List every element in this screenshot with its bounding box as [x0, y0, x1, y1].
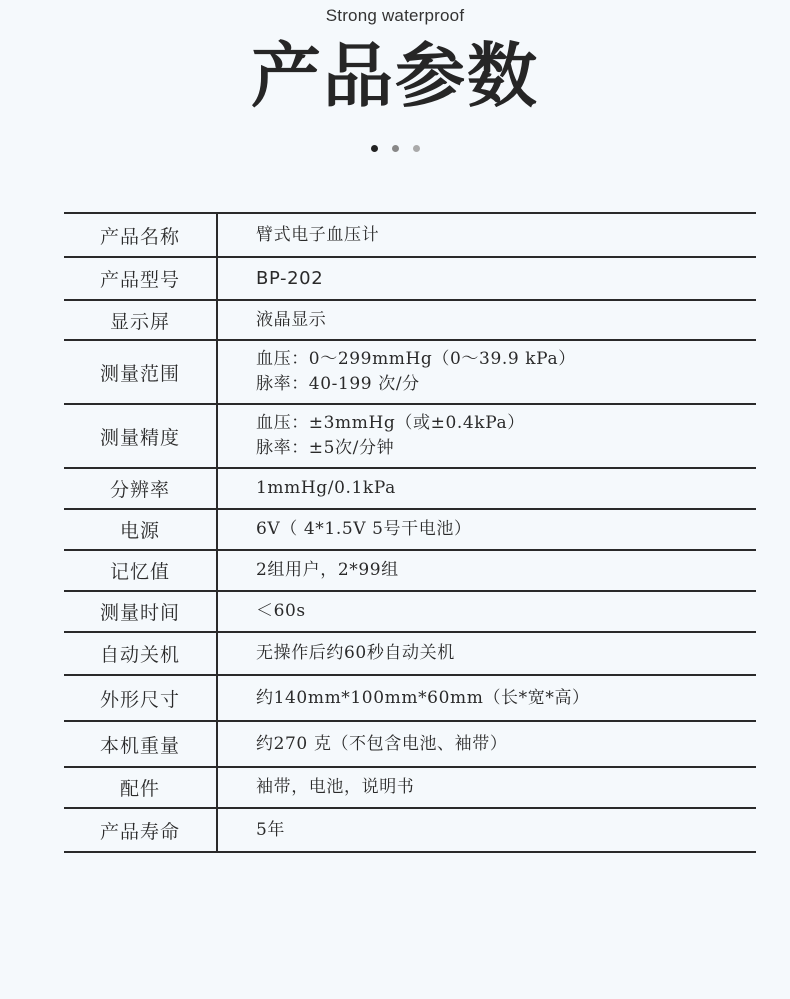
spec-label: 本机重量	[64, 722, 218, 766]
spec-value	[218, 258, 756, 299]
dot-indicator-3	[413, 145, 420, 152]
spec-label: 自动关机	[64, 633, 218, 674]
spec-row-display	[64, 301, 756, 341]
spec-row-resolution	[64, 469, 756, 510]
spec-label: 测量精度	[64, 405, 218, 467]
spec-label: 产品名称	[64, 214, 218, 256]
spec-value-line: ＜60s	[256, 601, 306, 621]
spec-value-line: 无操作后约60秒自动关机	[256, 643, 455, 663]
spec-value-line: 2组用户，2*99组	[256, 560, 399, 580]
spec-table	[64, 212, 756, 853]
spec-label: 电源	[64, 510, 218, 549]
spec-value-line: 5年	[256, 819, 286, 840]
spec-value-line: 6V（ 4*1.5V 5号干电池）	[256, 519, 472, 539]
spec-value	[218, 768, 756, 807]
spec-row-model	[64, 258, 756, 301]
spec-row-weight	[64, 722, 756, 768]
spec-label: 测量时间	[64, 592, 218, 631]
spec-row-memory	[64, 551, 756, 592]
spec-value-line: 液晶显示	[256, 309, 327, 330]
spec-label: 产品寿命	[64, 809, 218, 851]
spec-label: 测量范围	[64, 341, 218, 403]
dot-indicator-2	[392, 145, 399, 152]
spec-value	[218, 341, 756, 403]
spec-value	[218, 301, 756, 339]
spec-value-line: 脉率：±5次/分钟	[256, 438, 395, 458]
spec-label: 记忆值	[64, 551, 218, 590]
spec-value-line: 袖带，电池，说明书	[256, 777, 415, 797]
spec-value	[218, 469, 756, 508]
spec-label: 产品型号	[64, 258, 218, 299]
spec-value	[218, 592, 756, 631]
spec-value-line: 臂式电子血压计	[256, 224, 380, 245]
pagination-dots	[0, 145, 790, 152]
spec-label: 配件	[64, 768, 218, 807]
spec-row-name	[64, 214, 756, 258]
spec-row-lifespan	[64, 809, 756, 853]
spec-value-line: 血压：±3mmHg（或±0.4kPa）	[256, 413, 525, 433]
spec-label: 外形尺寸	[64, 676, 218, 720]
spec-value	[218, 405, 756, 467]
page-subtitle: Strong waterproof	[325, 6, 465, 25]
page-title: 产品参数	[251, 35, 539, 117]
spec-row-time	[64, 592, 756, 633]
spec-value	[218, 809, 756, 851]
spec-label: 分辨率	[64, 469, 218, 508]
spec-value	[218, 722, 756, 766]
spec-row-range	[64, 341, 756, 405]
spec-row-accessories	[64, 768, 756, 809]
spec-value-line: 1mmHg/0.1kPa	[256, 478, 396, 498]
spec-value	[218, 676, 756, 720]
spec-value-line: 约140mm*100mm*60mm（长*宽*高）	[256, 687, 590, 708]
spec-row-power	[64, 510, 756, 551]
spec-row-dimensions	[64, 676, 756, 722]
spec-value	[218, 214, 756, 256]
spec-value-line: 脉率：40-199 次/分	[256, 374, 420, 394]
spec-label: 显示屏	[64, 301, 218, 339]
spec-value	[218, 633, 756, 674]
spec-row-accuracy	[64, 405, 756, 469]
spec-value-line: 血压：0～299mmHg（0～39.9 kPa）	[256, 349, 576, 369]
spec-value-line: 约270 克（不包含电池、袖带）	[256, 733, 508, 754]
spec-value-line: BP-202	[256, 268, 324, 289]
spec-value	[218, 551, 756, 590]
spec-value	[218, 510, 756, 549]
spec-row-auto-off	[64, 633, 756, 676]
dot-indicator-1	[371, 145, 378, 152]
